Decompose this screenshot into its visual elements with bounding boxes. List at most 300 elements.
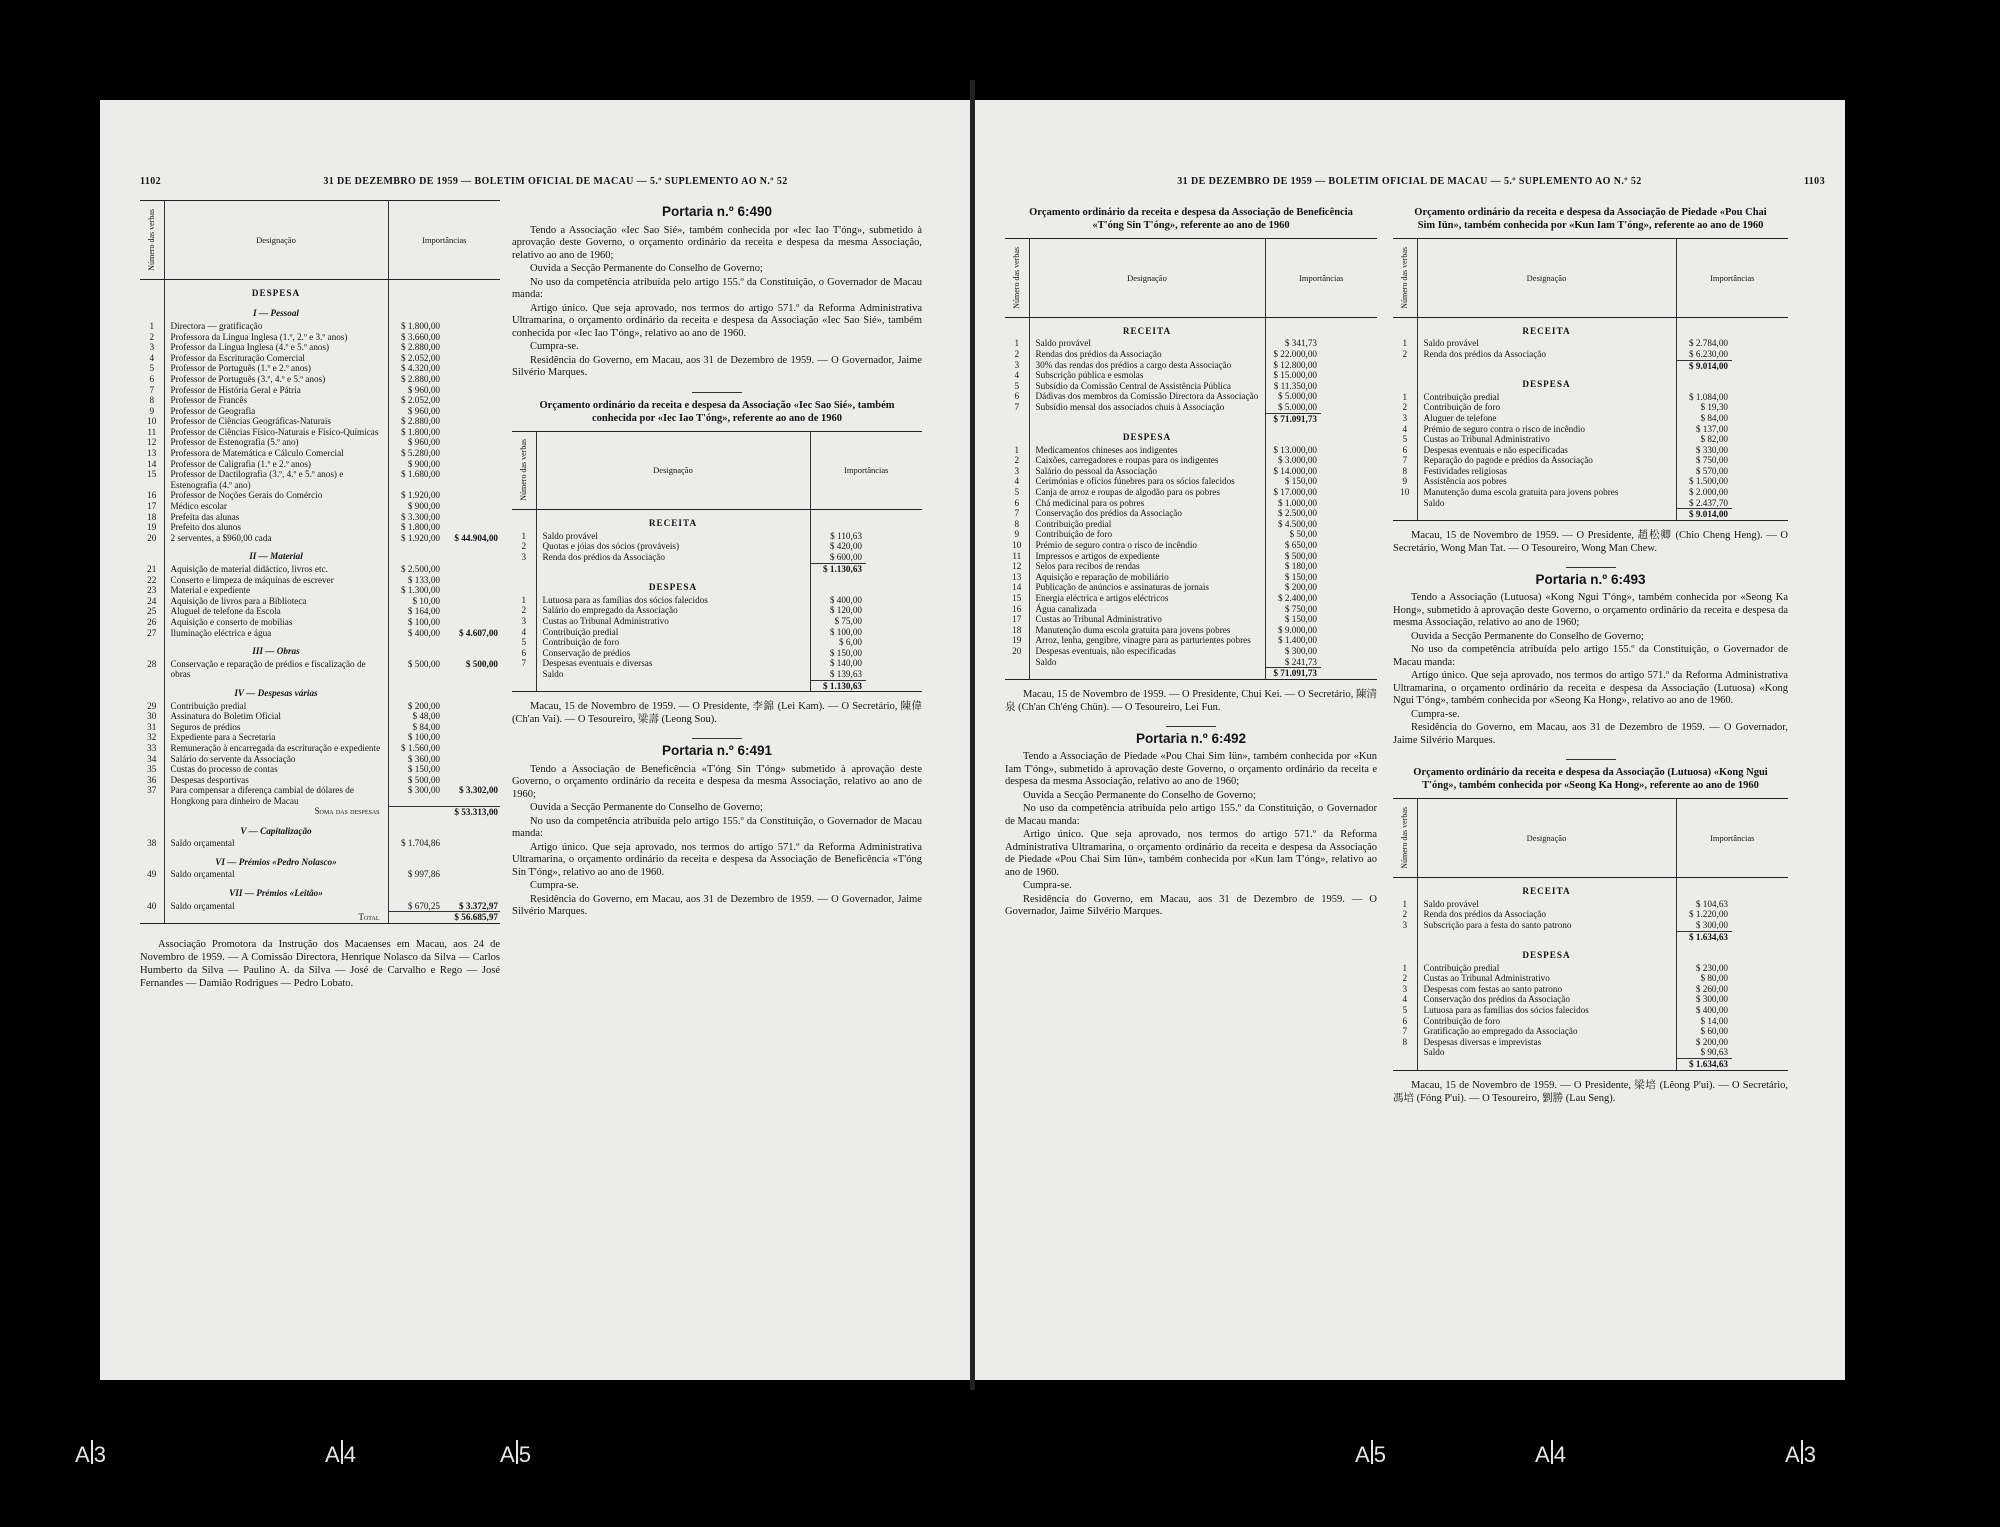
table-row	[1393, 1037, 1788, 1048]
item-designation: Quotas e jóias dos sócios (prováveis)	[536, 541, 810, 552]
table-row	[140, 459, 500, 470]
item-designation: 30% das rendas dos prédios a cargo desta Associação	[1029, 360, 1265, 371]
item-amount: $ 10,00	[412, 595, 440, 606]
item-designation: Subsídio da Comissão Central de Assistência Pública	[1029, 381, 1265, 392]
paragraph: Tendo a Associação de Beneficência «T'óng Sin T'óng» submetido à aprovação deste Governo, o orçamento ordinário da receita e despesa da mesma Associação, relativo ao ano de 1960;	[512, 763, 922, 800]
item-subtotal	[1732, 973, 1788, 984]
budget-table	[140, 200, 500, 924]
item-subtotal	[1732, 498, 1788, 509]
item-designation: Assinatura do Boletim Oficial	[164, 711, 388, 722]
item-amount: $ 17.000,00	[1273, 487, 1317, 498]
item-subtotal	[444, 680, 500, 701]
item-designation: Assistência aos pobres	[1417, 476, 1676, 487]
paragraph: Residência do Governo, em Macau, aos 31 de Dezembro de 1959. — O Governador, Jaime Silvério Marques.	[1393, 722, 1788, 746]
table-row	[140, 469, 500, 490]
item-amount: $ 150,00	[407, 764, 440, 775]
item-number	[1393, 509, 1417, 521]
item-designation: Contribuição predial	[1417, 963, 1676, 974]
item-subtotal: $ 3.302,00	[458, 785, 498, 796]
item-designation: Saldo	[536, 669, 810, 680]
item-designation: Prefeita das alunas	[164, 512, 388, 523]
signature: Macau, 15 de Novembro de 1959. — O Presidente, Chui Kei. — O Secretário, 陳清泉 (Ch'an Ch'éng Chün). — O Tesoureiro, Lei Fun.	[1005, 688, 1377, 713]
item-number: 5	[521, 637, 527, 648]
item-amount: $ 2.000,00	[1688, 487, 1728, 498]
item-amount: $ 12.800,00	[1273, 359, 1317, 370]
item-subtotal	[444, 512, 500, 523]
item-number	[140, 818, 164, 839]
item-amount: $ 960,00	[407, 437, 440, 448]
budget-title: Orçamento ordinário da receita e despesa da Associação de Beneficência «T'óng Sin T'óng», referente ao ano de 1960	[1029, 207, 1353, 231]
table-row	[1005, 635, 1377, 646]
item-number: 1	[1402, 898, 1408, 909]
item-subtotal	[1732, 487, 1788, 498]
item-subtotal	[1321, 424, 1377, 445]
table-row	[140, 775, 500, 786]
item-number: 40	[147, 900, 157, 911]
item-designation: Manutenção duma escola gratuita para jovens pobres	[1417, 487, 1676, 498]
item-designation: Contribuição predial	[1417, 392, 1676, 403]
item-subtotal	[1321, 391, 1377, 402]
item-amount: $ 2.400,00	[1277, 593, 1317, 604]
item-designation: Professora de Matemática e Cálculo Comercial	[164, 448, 388, 459]
item-number: 1	[521, 594, 527, 605]
item-number: 28	[147, 658, 157, 669]
table-row	[1393, 994, 1788, 1005]
paragraph: No uso da competência atribuída pelo artigo 155.º da Constituição, o Governador de Macau manda:	[512, 815, 922, 840]
item-number: 1	[1014, 338, 1020, 349]
item-amount	[388, 849, 444, 870]
item-number: 20	[147, 532, 157, 543]
item-designation	[536, 563, 810, 574]
table-row	[1005, 582, 1377, 593]
item-subtotal	[1732, 413, 1788, 424]
paragraph: Cumpra-se.	[1411, 708, 1460, 720]
table-row	[1005, 657, 1377, 668]
paragraph: No uso da competência atribuída pelo artigo 155.º da Constituição, o Governador de Macau manda:	[512, 276, 922, 300]
table-row	[140, 628, 500, 639]
item-number: 7	[1402, 1026, 1408, 1037]
item-amount: $ 137,00	[1695, 423, 1728, 434]
table-row	[512, 658, 922, 669]
item-subtotal	[1321, 445, 1377, 456]
item-number: 29	[147, 700, 157, 711]
item-designation: Professor de Noções Gerais do Comércio	[164, 490, 388, 501]
item-amount: $ 2.784,00	[1688, 338, 1728, 349]
total-row	[512, 680, 922, 692]
item-designation: Renda dos prédios da Associação	[536, 552, 810, 563]
item-number: 6	[1402, 444, 1408, 455]
item-subtotal	[1321, 657, 1377, 668]
item-amount: $ 420,00	[829, 541, 862, 552]
table-row	[140, 806, 500, 817]
item-designation: Cerimónias e ofícios fúnebres para os sócios falecidos	[1029, 476, 1265, 487]
item-number: 9	[149, 405, 155, 416]
film-mark: A 4	[325, 1442, 356, 1467]
item-subtotal	[1732, 466, 1788, 477]
table-row	[1005, 519, 1377, 530]
item-subtotal	[1732, 931, 1788, 942]
total-amount: $ 71.091,73	[1265, 413, 1321, 424]
budget-title: Orçamento ordinário da receita e despesa da Associação (Lutuosa) «Kong Ngui T'óng», também conhecida por «Seong Ka Hong», referente ao ano de 1960	[1413, 767, 1768, 792]
item-subtotal	[444, 416, 500, 427]
table-row	[140, 385, 500, 396]
item-designation: Conservação e reparação de prédios e fiscalização de obras	[164, 659, 388, 680]
item-designation: Conserto e limpeza de máquinas de escrever	[164, 575, 388, 586]
item-number: 9	[1014, 529, 1020, 540]
table-row	[140, 395, 500, 406]
portaria-title: Portaria n.º 6:491	[662, 743, 772, 759]
item-number: 14	[1012, 582, 1022, 593]
section-row	[1393, 371, 1788, 392]
item-amount	[810, 574, 866, 595]
item-designation: Professor de Ciências Físico-Naturais e Físico-Químicas	[164, 427, 388, 438]
item-amount: $ 180,00	[1284, 561, 1317, 572]
table-row	[1393, 899, 1788, 910]
section-row	[140, 543, 500, 564]
item-number: 17	[147, 501, 157, 512]
item-number	[1393, 317, 1417, 338]
table-row	[1393, 963, 1788, 974]
item-amount: $ 300,00	[1695, 919, 1728, 930]
item-number: 26	[147, 616, 157, 627]
item-amount: $ 120,00	[829, 605, 862, 616]
table-row	[1393, 476, 1788, 487]
item-subtotal	[866, 510, 922, 531]
item-amount	[388, 680, 444, 701]
item-number: 10	[1012, 540, 1022, 551]
table-row	[1393, 466, 1788, 477]
item-number	[140, 638, 164, 659]
item-subtotal	[444, 469, 500, 490]
item-number: 25	[147, 606, 157, 617]
item-subtotal	[1732, 899, 1788, 910]
film-mark: A 3	[1785, 1442, 1816, 1467]
table-row	[1393, 455, 1788, 466]
table-row	[140, 512, 500, 523]
item-number: 6	[1014, 497, 1020, 508]
item-designation: Aquisição de material didáctico, livros etc.	[164, 564, 388, 575]
item-designation: Manutenção duma escola gratuita para jovens pobres	[1029, 625, 1265, 636]
item-subtotal	[1321, 572, 1377, 583]
table-row	[512, 541, 922, 552]
item-number: 1	[1402, 338, 1408, 349]
item-amount: $ 133,00	[407, 574, 440, 585]
item-number	[140, 849, 164, 870]
table-row	[1005, 476, 1377, 487]
item-subtotal	[444, 764, 500, 775]
budget-column	[140, 200, 500, 990]
item-designation: Iluminação eléctrica e água	[164, 628, 388, 639]
item-designation: Saldo orçamental	[164, 838, 388, 849]
item-number	[512, 680, 536, 692]
item-amount: $ 2.052,00	[400, 352, 440, 363]
total-row	[1393, 360, 1788, 371]
item-subtotal	[866, 627, 922, 638]
item-amount	[388, 806, 444, 817]
item-amount: $ 200,00	[1284, 582, 1317, 593]
paragraph: Artigo único. Que seja aprovado, nos termos do artigo 571.º da Reforma Administrativa Ultramarina, o orçamento ordinário da receita e despesa da Associação de Beneficência «T'óng Sin T'óng», relativo ao ano de 1960.	[512, 841, 922, 878]
item-amount: $ 360,00	[407, 753, 440, 764]
item-amount: $ 14,00	[1700, 1015, 1728, 1026]
table-row	[1393, 402, 1788, 413]
item-subtotal: $ 44.904,00	[454, 532, 498, 543]
item-number: 6	[149, 373, 155, 384]
table-row	[1005, 338, 1377, 349]
item-subtotal	[1321, 370, 1377, 381]
item-subtotal	[1732, 1026, 1788, 1037]
item-designation: Professor de Caligrafia (1.º e 2.º anos)	[164, 459, 388, 470]
table-row	[140, 575, 500, 586]
item-designation: Despesas diversas e imprevistas	[1417, 1037, 1676, 1048]
portaria-title: Portaria n.º 6:493	[1535, 571, 1646, 587]
table-row	[1393, 487, 1788, 498]
item-amount: $ 670,25	[407, 900, 440, 911]
table-row	[1005, 370, 1377, 381]
total-row	[512, 563, 922, 574]
item-number: 1	[1402, 962, 1408, 973]
item-amount: $ 4.500,00	[1277, 518, 1317, 529]
total-row	[1393, 931, 1788, 942]
item-amount: $ 900,00	[407, 501, 440, 512]
item-amount: $ 2.880,00	[400, 342, 440, 353]
item-designation: Aquisição de livros para a Biblioteca	[164, 596, 388, 607]
item-designation: Subsídio mensal dos associados chuis à Associação	[1029, 402, 1265, 413]
item-number	[512, 563, 536, 574]
item-subtotal	[1732, 1059, 1788, 1071]
item-amount	[1676, 942, 1732, 963]
item-amount: $ 900,00	[407, 458, 440, 469]
item-amount: $ 3.000,00	[1277, 455, 1317, 466]
item-subtotal	[866, 637, 922, 648]
text-column	[1393, 200, 1788, 1105]
item-amount: $ 5.000,00	[1277, 391, 1317, 402]
item-designation: Custas ao Tribunal Administrativo	[1417, 434, 1676, 445]
item-subtotal	[444, 732, 500, 743]
table-row	[1393, 498, 1788, 509]
item-number: 3	[1402, 919, 1408, 930]
item-subtotal	[1321, 604, 1377, 615]
item-designation	[1417, 360, 1676, 371]
item-subtotal	[444, 385, 500, 396]
item-subtotal	[1732, 909, 1788, 920]
section-row	[1005, 424, 1377, 445]
item-subtotal: $ 500,00	[465, 658, 498, 669]
item-amount: $ 2.880,00	[400, 416, 440, 427]
item-designation: Dádivas dos membros da Comissão Directora da Associação	[1029, 391, 1265, 402]
table-row	[1393, 973, 1788, 984]
item-number: 20	[1012, 645, 1022, 656]
item-designation: Despesas desportivas	[164, 775, 388, 786]
item-designation: Gratificação ao empregado da Associação	[1417, 1026, 1676, 1037]
item-amount: $ 14.000,00	[1273, 465, 1317, 476]
item-subtotal	[866, 541, 922, 552]
section-row	[140, 300, 500, 321]
item-amount: $ 260,00	[1695, 983, 1728, 994]
paragraph: No uso da competência atribuída pelo artigo 155.º da Constituição, o Governador de Macau manda:	[1005, 803, 1377, 827]
item-number: 2	[1014, 348, 1020, 359]
item-amount: $ 1.920,00	[400, 490, 440, 501]
table-row	[140, 585, 500, 596]
item-subtotal	[1321, 317, 1377, 338]
paragraph: Ouvida a Secção Permanente do Conselho de Governo;	[530, 802, 763, 814]
header-title: 31 DE DEZEMBRO DE 1959 — BOLETIM OFICIAL DE MACAU — 5.º SUPLEMENTO AO N.º 52	[323, 176, 788, 187]
item-designation	[536, 680, 810, 692]
budget-rows	[140, 300, 500, 923]
item-designation: Prefeito dos alunos	[164, 522, 388, 533]
item-subtotal	[444, 363, 500, 374]
table-row	[140, 711, 500, 722]
section-row	[1393, 942, 1788, 963]
item-subtotal	[444, 838, 500, 849]
item-subtotal	[444, 427, 500, 438]
item-designation: Professor de História Geral e Pátria	[164, 385, 388, 396]
item-number: 24	[147, 595, 157, 606]
table-row	[140, 522, 500, 533]
budget-table-iec: Número das verbas Designação Importâncias RECEITA 1 Saldo provável $ 110,63 2 Quotas e jóias dos sócios (prováveis) $ 420,00 3 Renda dos prédios da Associação $ 600,00 $ 1.130,63 DESPESA 1 Lutuosa para as famílias dos sócios falecidos $ 400,00 2 Salário do empregado da Associação $ 120,00 3 Custas ao Tribunal Administrativo $ 75,00 4 Contribuição predial $ 100,00 5 Contribuição de foro $ 6,00 6 Conservação de prédios $ 150,00 7 Despesas eventuais e diversas $ 140,00 Saldo $ 139,63 $ 1.130,63	[512, 431, 922, 693]
item-designation: Renda dos prédios da Associação	[1417, 349, 1676, 360]
item-number: 2	[149, 331, 155, 342]
item-subtotal	[866, 605, 922, 616]
item-designation: Remuneração à encarregada da escrituração e expediente	[164, 743, 388, 754]
table-row	[140, 363, 500, 374]
table-row	[1393, 413, 1788, 424]
item-amount: $ 100,00	[407, 616, 440, 627]
item-number: 37	[147, 785, 157, 796]
table-row	[1005, 391, 1377, 402]
item-number: 16	[1012, 603, 1022, 614]
item-subtotal	[866, 563, 922, 574]
item-amount: $ 50,00	[1289, 529, 1317, 540]
item-subtotal	[866, 531, 922, 542]
item-designation: Saldo provável	[1029, 338, 1265, 349]
item-subtotal	[1732, 455, 1788, 466]
budget-table-kong: Número das verbas Designação Importâncias RECEITA 1 Saldo provável $ 104,63 2 Renda dos prédios da Associação $ 1.220,00 3 Subscrição para a festa do santo patrono $ 300,00 $ 1.634,63 DESPESA 1 Contribuição predial $ 230,00 2 Custas ao Tribunal Administrativo $ 80,00 3 Despesas com festas ao santo patrono $ 260,00 4 Conservação dos prédios da Associação $ 300,00 5 Lutuosa para as famílias dos sócios falecidos $ 400,00 6 Contribuição de foro $ 14,00 7 Gratificação ao empregado da Associação $ 60,00 8 Despesas diversas e imprevistas $ 200,00 Saldo $ 90,63 $ 1.634,63	[1393, 798, 1788, 1070]
table-row	[140, 743, 500, 754]
item-number: 7	[1014, 401, 1020, 412]
item-number	[1393, 498, 1417, 509]
item-designation: Impressos e artigos de expediente	[1029, 551, 1265, 562]
item-number: 2	[521, 541, 527, 552]
item-subtotal	[1732, 984, 1788, 995]
item-number: 2	[1402, 402, 1408, 413]
table-row	[140, 701, 500, 712]
table-row	[1393, 1047, 1788, 1058]
paragraph: Cumpra-se.	[530, 880, 579, 892]
paragraph: Ouvida a Secção Permanente do Conselho de Governo;	[530, 263, 763, 274]
total-row	[1005, 413, 1377, 424]
table-row	[1393, 434, 1788, 445]
signature: Macau, 15 de Novembro de 1959. — O Presidente, 李錦 (Lei Kam). — O Secretário, 陳偉 (Ch'an Vai). — O Tesoureiro, 梁壽 (Leong Sou).	[512, 701, 922, 726]
budget-title: Orçamento ordinário da receita e despesa da Associação de Piedade «Pou Chai Sim Iün», também conhecida por «Kun Iam T'óng», referente ao ano de 1960	[1414, 207, 1767, 231]
item-designation: Professor da Língua Inglesa (4.º e 5.º anos)	[164, 342, 388, 353]
item-amount: $ 150,00	[829, 647, 862, 658]
item-designation: Custas do processo de contas	[164, 764, 388, 775]
item-number: 27	[147, 627, 157, 638]
section-title: DESPESA	[1417, 942, 1676, 963]
col-header-num: Número das verbas	[140, 201, 164, 280]
paragraph: Artigo único. Que seja aprovado, nos termos do artigo 571.º da Reforma Administrativa Ultramarina, o orçamento ordinário da receita e despesa da Associação «Iec Sao Sié», também conhecida por «Iec Iao T'óng», relativo ao ano de 1960.	[512, 302, 922, 339]
item-subtotal	[1321, 381, 1377, 392]
table-row	[1393, 1026, 1788, 1037]
item-number: 2	[521, 605, 527, 616]
item-subtotal	[444, 722, 500, 733]
table-row	[140, 533, 500, 544]
item-amount: $ 960,00	[407, 384, 440, 395]
item-amount: $ 164,00	[407, 606, 440, 617]
table-row	[140, 332, 500, 343]
item-number: 22	[147, 574, 157, 585]
item-designation: Subscrição pública e esmolas	[1029, 370, 1265, 381]
item-subtotal	[1321, 635, 1377, 646]
section-row	[1005, 317, 1377, 338]
paragraph: Tendo a Associação «Iec Sao Sié», também conhecida por «Iec Iao T'óng», submetido à aprovação deste Governo, o orçamento ordinário da receita e despesa da mesma Associação, relativo ao ano de 1960;	[512, 224, 922, 261]
item-number	[140, 806, 164, 817]
item-number: 38	[147, 838, 157, 849]
table-row	[140, 869, 500, 880]
item-subtotal	[866, 616, 922, 627]
item-subtotal	[444, 596, 500, 607]
item-designation: Lutuosa para as famílias dos sócios falecidos	[1417, 1005, 1676, 1016]
item-designation: Médico escolar	[164, 501, 388, 512]
item-designation: Lutuosa para as famílias dos sócios falecidos	[536, 595, 810, 606]
item-designation: Salário do pessoal da Associação	[1029, 466, 1265, 477]
item-amount: $ 1.800,00	[400, 320, 440, 331]
item-number: 2	[1402, 348, 1408, 359]
item-amount: $ 570,00	[1695, 465, 1728, 476]
item-number: 4	[1402, 994, 1408, 1005]
table-row	[1005, 529, 1377, 540]
item-subtotal	[444, 342, 500, 353]
item-subtotal	[1321, 455, 1377, 466]
item-amount: $ 150,00	[1284, 571, 1317, 582]
page-number: 1103	[1803, 176, 1825, 187]
budget-rows	[512, 510, 922, 692]
item-number: 3	[521, 616, 527, 627]
item-number: 34	[147, 753, 157, 764]
item-subtotal	[444, 522, 500, 533]
table-row	[140, 374, 500, 385]
section-row	[140, 849, 500, 870]
table-row	[140, 501, 500, 512]
item-amount: $ 1.300,00	[400, 585, 440, 596]
item-subtotal	[1321, 529, 1377, 540]
table-row	[1005, 540, 1377, 551]
item-subtotal	[1732, 424, 1788, 435]
item-designation: V — Capitalização	[164, 818, 388, 839]
item-designation: Aluguel de telefone da Escola	[164, 606, 388, 617]
item-amount: $ 22.000,00	[1273, 348, 1317, 359]
item-number: 11	[1012, 550, 1022, 561]
item-amount: $ 1.920,00	[400, 532, 440, 543]
item-subtotal	[1732, 349, 1788, 360]
item-designation: Festividades religiosas	[1417, 466, 1676, 477]
item-subtotal	[1321, 540, 1377, 551]
item-subtotal	[444, 374, 500, 385]
table-row	[1005, 572, 1377, 583]
item-subtotal	[866, 669, 922, 680]
item-amount: $ 650,00	[1284, 540, 1317, 551]
item-subtotal	[1732, 360, 1788, 371]
item-amount: $ 2.500,00	[400, 564, 440, 575]
item-amount: $ 100,00	[829, 626, 862, 637]
table-row	[140, 722, 500, 733]
item-number: 18	[1012, 624, 1022, 635]
total-amount: $ 71.091,73	[1265, 668, 1321, 680]
item-designation: Custas ao Tribunal Administrativo	[536, 616, 810, 627]
item-amount	[1676, 878, 1732, 899]
item-subtotal	[444, 701, 500, 712]
item-subtotal	[1732, 963, 1788, 974]
